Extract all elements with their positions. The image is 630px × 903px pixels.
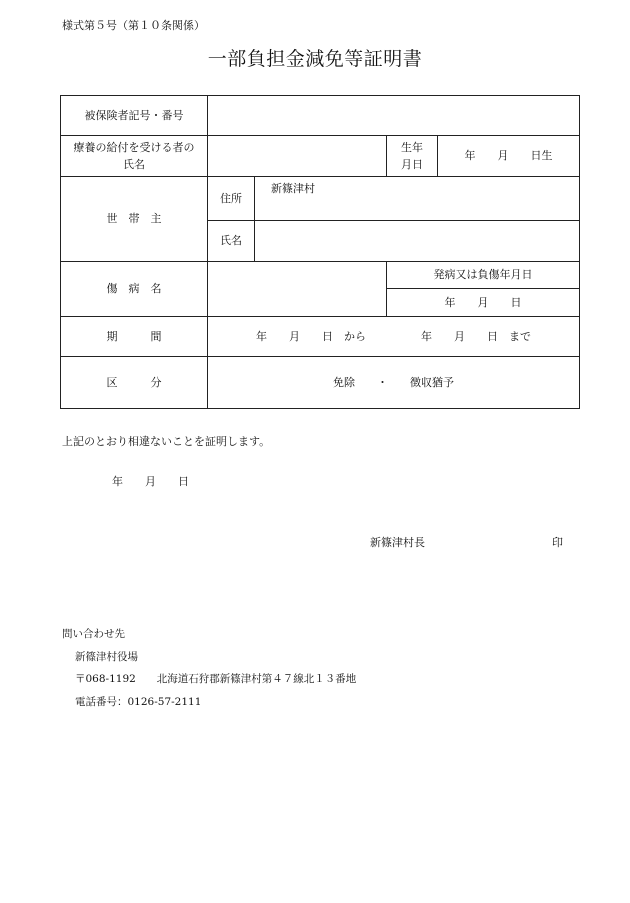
insured-row <box>61 96 580 136</box>
form-code: 様式第５号（第１０条関係） <box>62 19 205 32</box>
birthdate-field[interactable]: 年 月 日生 <box>438 136 580 177</box>
contact-address: 〒068-1192 北海道石狩郡新篠津村第４７線北１３番地 <box>75 673 357 685</box>
address-field[interactable]: 新篠津村 <box>255 177 580 221</box>
householder-label: 世 帯 主 <box>61 177 208 262</box>
onset-date-label: 発病又は負傷年月日 <box>387 262 580 289</box>
period-field[interactable]: 年 月 日 から 年 月 日 まで <box>208 317 580 357</box>
illness-name-label: 傷 病 名 <box>61 262 208 317</box>
period-label: 期 間 <box>61 317 208 357</box>
insured-number-label: 被保険者記号・番号 <box>61 96 208 136</box>
householder-name-field[interactable] <box>255 221 580 262</box>
householder-name-label: 氏名 <box>208 221 255 262</box>
address-label: 住所 <box>208 177 255 221</box>
onset-date-field[interactable]: 年 月 日 <box>387 289 580 317</box>
category-label: 区 分 <box>61 357 208 409</box>
contact-phone: 電話番号：0126-57-2111 <box>75 696 202 708</box>
contact-office: 新篠津村役場 <box>75 651 138 663</box>
insured-number-field[interactable] <box>208 96 580 136</box>
certificate-table <box>60 95 580 409</box>
period-row <box>61 317 580 357</box>
birthdate-label <box>387 136 438 177</box>
recipient-row <box>61 136 580 177</box>
birthdate-label-line1: 生年 <box>401 140 423 154</box>
document-title: 一部負担金減免等証明書 <box>207 48 423 70</box>
birthdate-label-line2: 月日 <box>401 158 423 171</box>
illness-row <box>61 262 580 289</box>
certification-statement: 上記のとおり相違ないことを証明します。 <box>62 435 271 448</box>
issuer-title: 新篠津村長 <box>370 536 425 549</box>
illness-name-field[interactable] <box>208 262 387 317</box>
recipient-name-field[interactable] <box>208 136 387 177</box>
recipient-label-line1: 療養の給付を受ける者の <box>73 140 195 154</box>
householder-address-row <box>61 177 580 221</box>
seal-mark: 印 <box>552 536 563 549</box>
recipient-name-label <box>61 136 208 177</box>
issue-date: 年 月 日 <box>112 475 189 488</box>
category-row <box>61 357 580 409</box>
recipient-label-line2: 氏名 <box>123 158 145 171</box>
category-field[interactable]: 免除 ・ 徴収猶予 <box>208 357 580 409</box>
contact-heading: 問い合わせ先 <box>62 628 125 640</box>
